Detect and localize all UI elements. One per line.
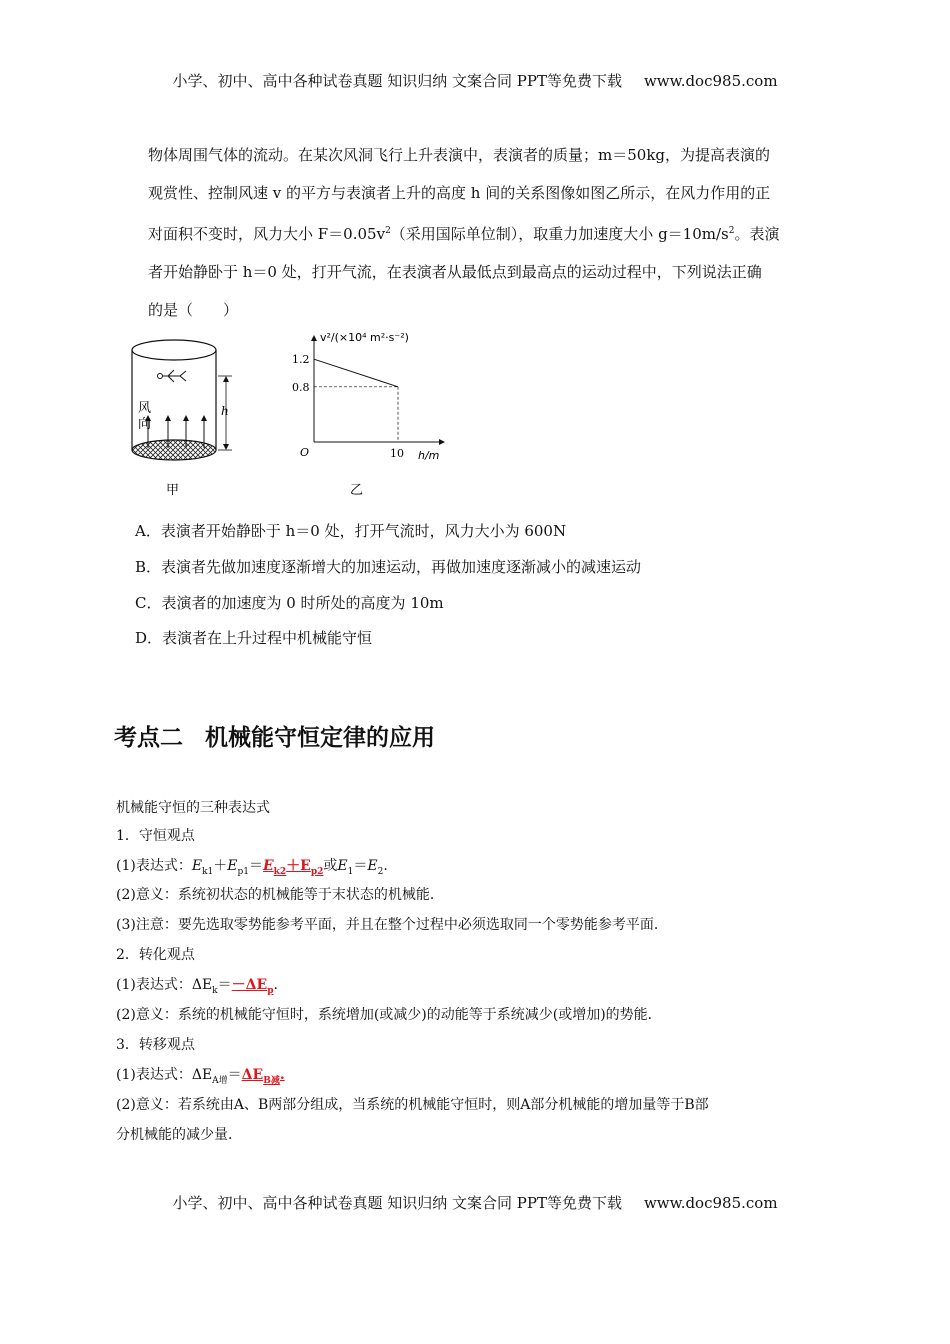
subsection-3-meaning-1: (2)意义：若系统由A、B两部分组成，当系统的机械能守恒时，则A部分机械能的增加量等于B部 — [116, 1097, 709, 1113]
figure-yi-caption: 乙 — [350, 483, 364, 498]
data-line — [314, 359, 398, 387]
answer-highlight-2: －ΔE — [231, 977, 268, 993]
performer-icon — [158, 370, 187, 382]
header-text: 小学、初中、高中各种试卷真题 知识归纳 文案合同 PPT等免费下载 — [172, 72, 622, 90]
question-figure — [128, 330, 468, 500]
footer-text: 小学、初中、高中各种试卷真题 知识归纳 文案合同 PPT等免费下载 — [172, 1194, 622, 1212]
question-stem — [148, 136, 838, 329]
option-d[interactable]: D．表演者在上升过程中机械能守恒 — [135, 629, 373, 647]
answer-highlight-1: E — [263, 858, 274, 874]
subsection-1-note: (3)注意：要先选取零势能参考平面，并且在整个过程中必须选取同一个零势能参考平面． — [116, 917, 668, 933]
section-intro: 机械能守恒的三种表达式 — [116, 800, 270, 816]
wind-label-1: 风 — [138, 401, 152, 416]
wind-label-2: 向 — [138, 417, 152, 432]
y-tick-label-2: 0.8 — [292, 380, 310, 394]
section-heading — [114, 719, 435, 752]
section-number: 考点二 — [114, 725, 183, 751]
answer-highlight-3: ΔE — [241, 1067, 264, 1083]
subsection-2-expression: (1)表达式：$\Delta E_k=-\Delta E_p$. — [116, 977, 278, 996]
subsection-2-title: 2．转化观点 — [116, 947, 195, 963]
subsection-3-expression: (1)表达式：$\Delta E_{A增}=\Delta E_{B减}$. — [116, 1067, 285, 1086]
header-site[interactable]: www.doc985.com — [643, 72, 778, 90]
question-line-2: 观赏性、控制风速 v 的平方与表演者上升的高度 h 间的关系图像如图乙所示，在风力作用的正 — [148, 184, 771, 202]
subsection-1-expression: (1)表达式：$E_{k1}+E_{p1}=E_{k2}+E_{p2}$或$E_1=E_2$. — [116, 858, 388, 877]
option-b[interactable]: B．表演者先做加速度逐渐增大的加速运动，再做加速度逐渐减小的减速运动 — [135, 558, 642, 576]
subsection-3-meaning-2: 分机械能的减少量． — [116, 1127, 242, 1143]
figure-jia-caption: 甲 — [166, 483, 180, 498]
subsection-2-meaning: (2)意义：系统的机械能守恒时，系统增加(或减少)的动能等于系统减少(或增加)的势能． — [116, 1007, 662, 1023]
section-title: 机械能守恒定律的应用 — [205, 725, 435, 751]
y-tick-label-1: 1.2 — [292, 353, 310, 367]
wind-tunnel-figure — [132, 340, 232, 498]
subsection-1-meaning: (2)意义：系统初状态的机械能等于末状态的机械能． — [116, 887, 444, 903]
page-footer — [0, 1192, 950, 1213]
v2-h-graph — [292, 331, 442, 498]
x-axis-label: h/m — [418, 449, 440, 462]
option-a[interactable]: A．表演者开始静卧于 h＝0 处，打开气流时，风力大小为 600N — [135, 522, 567, 540]
height-label: h — [221, 404, 229, 418]
subsection-1-title: 1．守恒观点 — [116, 828, 195, 844]
subsection-3-title: 3．转移观点 — [116, 1037, 195, 1053]
origin-label: O — [300, 446, 310, 459]
x-tick-label: 10 — [390, 447, 404, 460]
page-header — [0, 70, 950, 91]
footer-site[interactable]: www.doc985.com — [643, 1194, 778, 1212]
option-c[interactable]: C．表演者的加速度为 0 时所处的高度为 10m — [135, 594, 444, 612]
question-line-5: 的是（ ） — [148, 301, 239, 319]
question-line-3: 对面积不变时，风力大小 $F=0.05v^2$（采用国际单位制），取重力加速度大小 $g=10m/s^2$。表演 — [148, 225, 780, 243]
question-line-1: 物体周围气体的流动。在某次风洞飞行上升表演中，表演者的质量；m＝50kg，为提高表演的 — [148, 146, 771, 164]
question-line-4: 者开始静卧于 h＝0 处，打开气流，在表演者从最低点到最高点的运动过程中，下列说法正确 — [148, 263, 762, 281]
y-axis-label: v²/(×10⁴ m²·s⁻²) — [320, 331, 409, 344]
